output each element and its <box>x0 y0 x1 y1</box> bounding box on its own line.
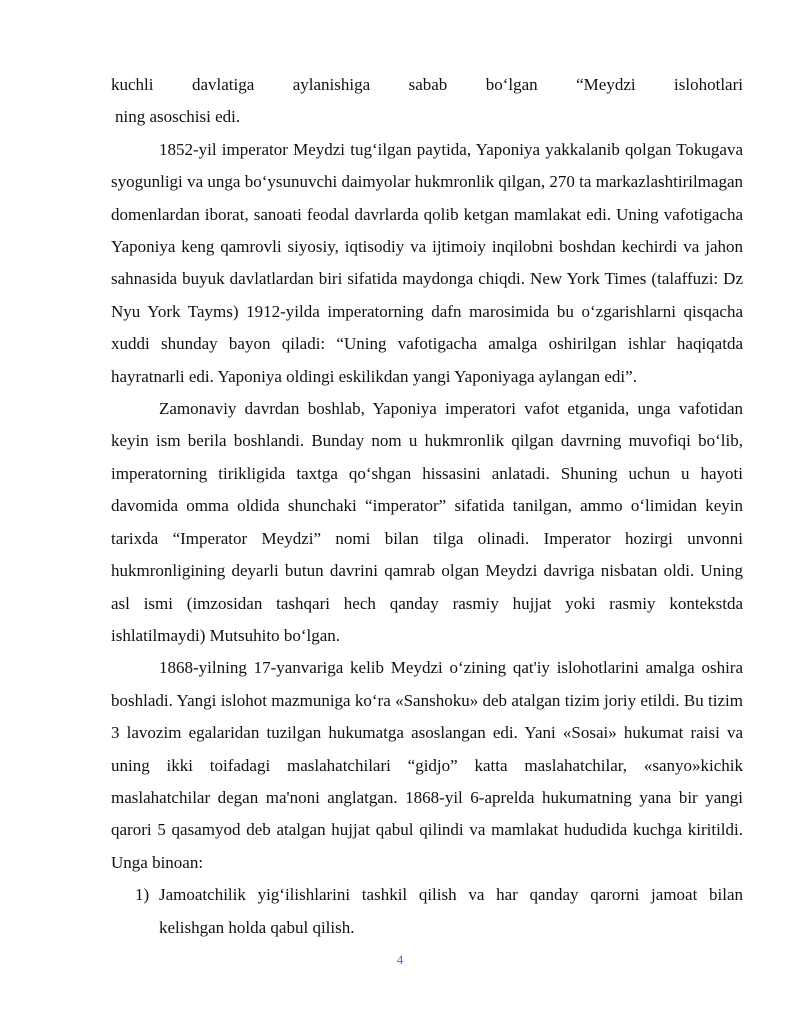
paragraph-3: 1868-yilning 17-yanvariga kelib Meydzi o‘zining qat'iy islohotlarini amalga oshira boshladi. Yangi islohot mazmuniga ko‘ra «Sanshoku» deb atalgan tizim joriy etildi. Bu tizim 3 lavozim egalaridan tuzilgan hukumatga asoslangan edi. Yani «Sosai» hukumat raisi va uning ikki toifadagi maslahatchilari “gidjo” katta maslahatchilar, «sanyo»kichik maslahatchilar degan ma'noni anglatgan. 1868-yil 6-aprelda hukumatning yana bir yangi qarori 5 qasamyod deb atalgan hujjat qabul qilindi va mamlakat hududida kuchga kiritildi. Unga binoan: <box>111 658 743 872</box>
page-number: 4 <box>396 952 404 967</box>
list-item <box>111 879 743 944</box>
paragraph-continuation-end: ning asoschisi edi. <box>115 107 241 127</box>
document-page <box>111 69 743 944</box>
list-item-number: 1) <box>135 885 150 905</box>
numbered-list <box>111 879 743 944</box>
paragraph-1: 1852-yil imperator Meydzi tug‘ilgan paytida, Yaponiya yakkalanib qolgan Tokugava syogunligi va unga bo‘ysunuvchi daimyolar hukmronlik qilgan, 270 ta markazlashtirilmagan domenlardan iborat, sanoati feodal davrlarda qolib ketgan mamlakat edi. Uning vafotigacha Yaponiya keng qamrovli siyosiy, iqtisodiy va ijtimoiy inqilobni boshdan kechirdi va jahon sahnasida buyuk davlatlardan biri sifatida maydonga chiqdi. New York Times (talaffuzi: Dz Nyu York Tayms) 1912-yilda imperatorning dafn marosimida bu o‘zgarishlarni qisqacha xuddi shunday bayon qiladi: “Uning vafotigacha amalga oshirilgan ishlar haqiqatda hayratnarli edi. Yaponiya oldingi eskilikdan yangi Yaponiyaga aylangan edi”. <box>111 139 743 386</box>
paragraph-continuation-line: kuchli davlatiga aylanishiga sabab bo‘lgan “Meydzi islohotlari <box>111 75 743 94</box>
list-item-text: Jamoatchilik yig‘ilishlarini tashkil qilish va har qanday qarorni jamoat bilan kelishgan holda qabul qilish. <box>159 885 743 937</box>
paragraph-2: Zamonaviy davrdan boshlab, Yaponiya imperatori vafot etganida, unga vafotidan keyin ism berila boshlandi. Bunday nom u hukmronlik qilgan davrning muvofiqi bo‘lib, imperatorning tirikligida taxtga qo‘shgan hissasini anlatadi. Shuning uchun u hayoti davomida omma oldida shunchaki “imperator” sifatida tanilgan, ammo o‘limidan keyin tarixda “Imperator Meydzi” nomi bilan tilga olinadi. Imperator hozirgi unvonni hukmronligining deyarli butun davrini qamrab olgan Meydzi davriga nisbatan oldi. Uning asl ismi (imzosidan tashqari hech qanday rasmiy hujjat yoki rasmiy kontekstda ishlatilmaydi) Mutsuhito bo‘lgan. <box>111 399 743 645</box>
